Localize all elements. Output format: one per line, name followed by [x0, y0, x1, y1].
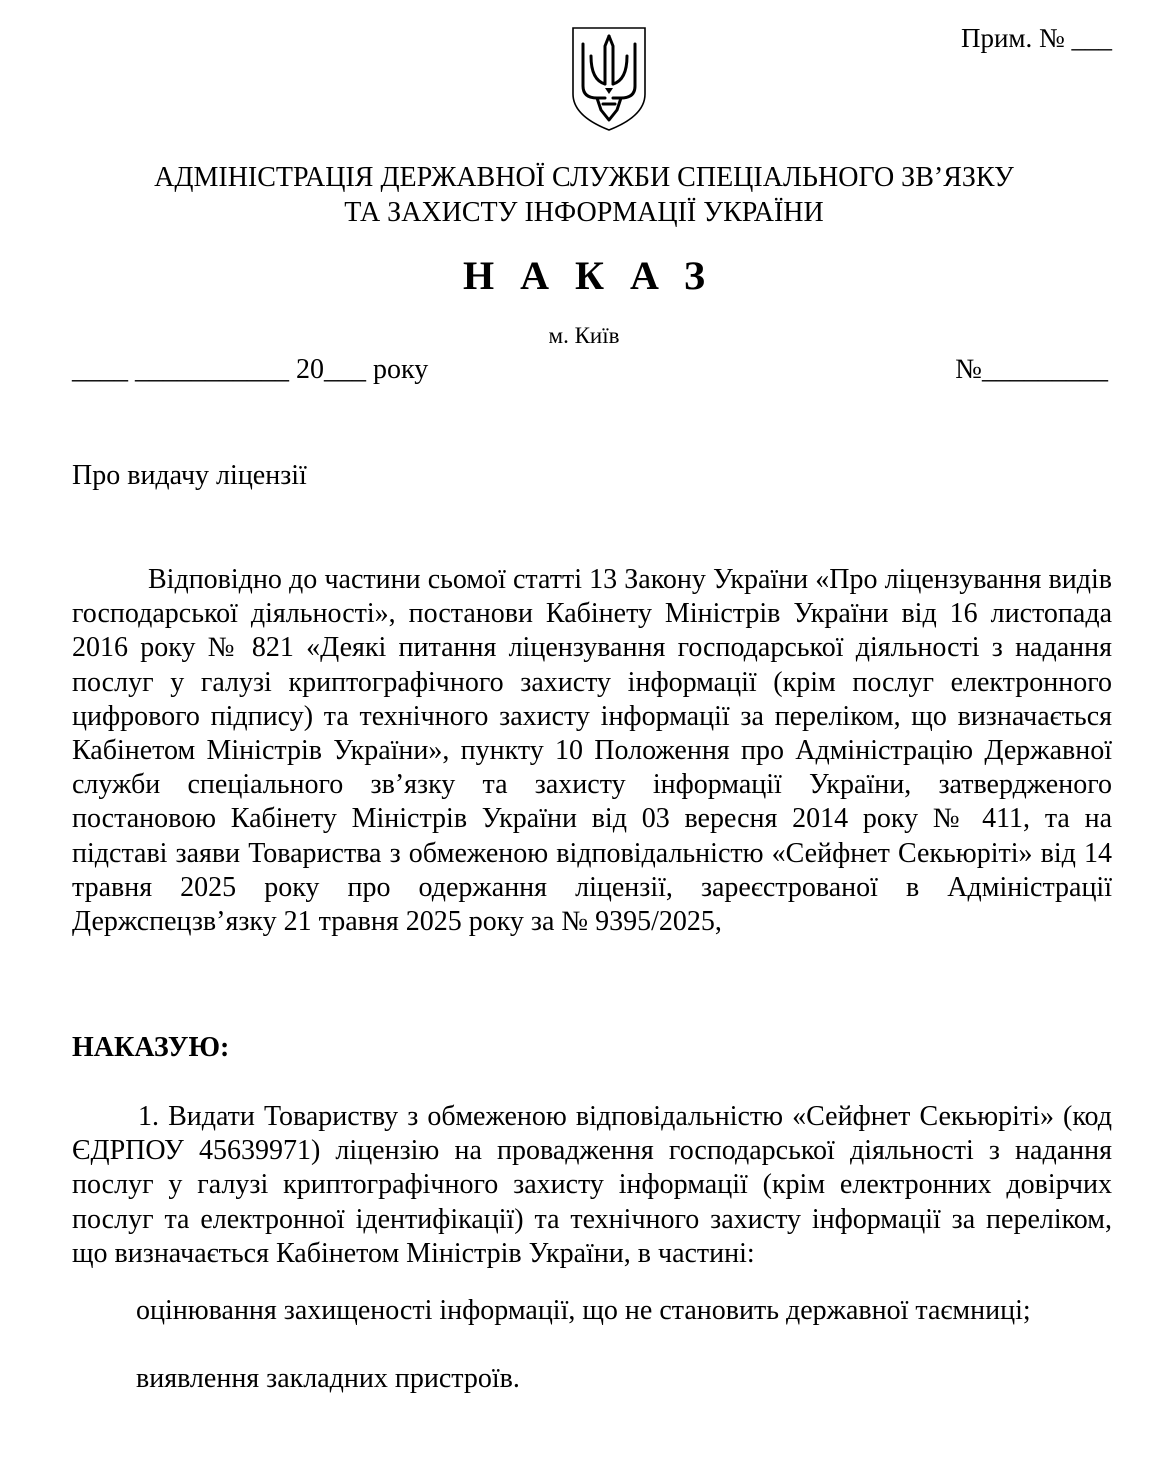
order-subitem-1: оцінювання захищеності інформації, що не становить державної таємниці; — [136, 1295, 1031, 1326]
ukraine-trident-emblem-icon — [569, 24, 649, 134]
document-type-title: НАКАЗ — [462, 253, 731, 298]
subject-line: Про видачу ліцензії — [72, 460, 307, 491]
copy-number: Прим. № ___ — [960, 23, 1112, 53]
order-subitem-2: виявлення закладних пристроїв. — [136, 1363, 520, 1394]
order-word: НАКАЗУЮ: — [72, 1032, 230, 1063]
organization-name — [0, 160, 1168, 230]
organization-name-line-1: АДМІНІСТРАЦІЯ ДЕРЖАВНОЇ СЛУЖБИ СПЕЦІАЛЬНОГО ЗВ’ЯЗКУ — [154, 162, 1014, 193]
order-item-1: 1. Видати Товариству з обмеженою відповідальністю «Сейфнет Секьюріті» (код ЄДРПОУ 45639971) ліцензію на провадження господарської діяльності з надання послуг у галузі криптографічного захисту інформації (крім електронних довірчих послуг та електронної ідентифікації) та технічного захисту інформації за переліком, що визначається Кабінетом Міністрів України, в частині: — [72, 1101, 1112, 1269]
preamble-paragraph: Відповідно до частини сьомої статті 13 Закону України «Про ліцензування видів господарської діяльності», постанови Кабінету Міністрів України від 16 листопада 2016 року № 821 «Деякі питання ліцензування господарської діяльності з надання послуг у галузі криптографічного захисту інформації (крім послуг електронного цифрового підпису) та технічного захисту інформації за переліком, що визначається Кабінетом Міністрів України», пункту 10 Положення про Адміністрацію Державної служби спеціального зв’язку та захисту інформації України, затвердженого постановою Кабінету Міністрів України від 03 вересня 2014 року № 411, та на підставі заяви Товариства з обмеженою відповідальністю «Сейфнет Секьюріті» від 14 травня 2025 року про одержання ліцензії, зареєстрованої в Адміністрації Держспецзв’язку 21 травня 2025 року за № 9395/2025, — [72, 564, 1112, 938]
number-line: №_________ — [955, 354, 1108, 385]
organization-name-line-2: ТА ЗАХИСТУ ІНФОРМАЦІЇ УКРАЇНИ — [344, 197, 824, 228]
city: м. Київ — [548, 323, 620, 348]
date-line: ____ ___________ 20___ року — [72, 354, 429, 385]
